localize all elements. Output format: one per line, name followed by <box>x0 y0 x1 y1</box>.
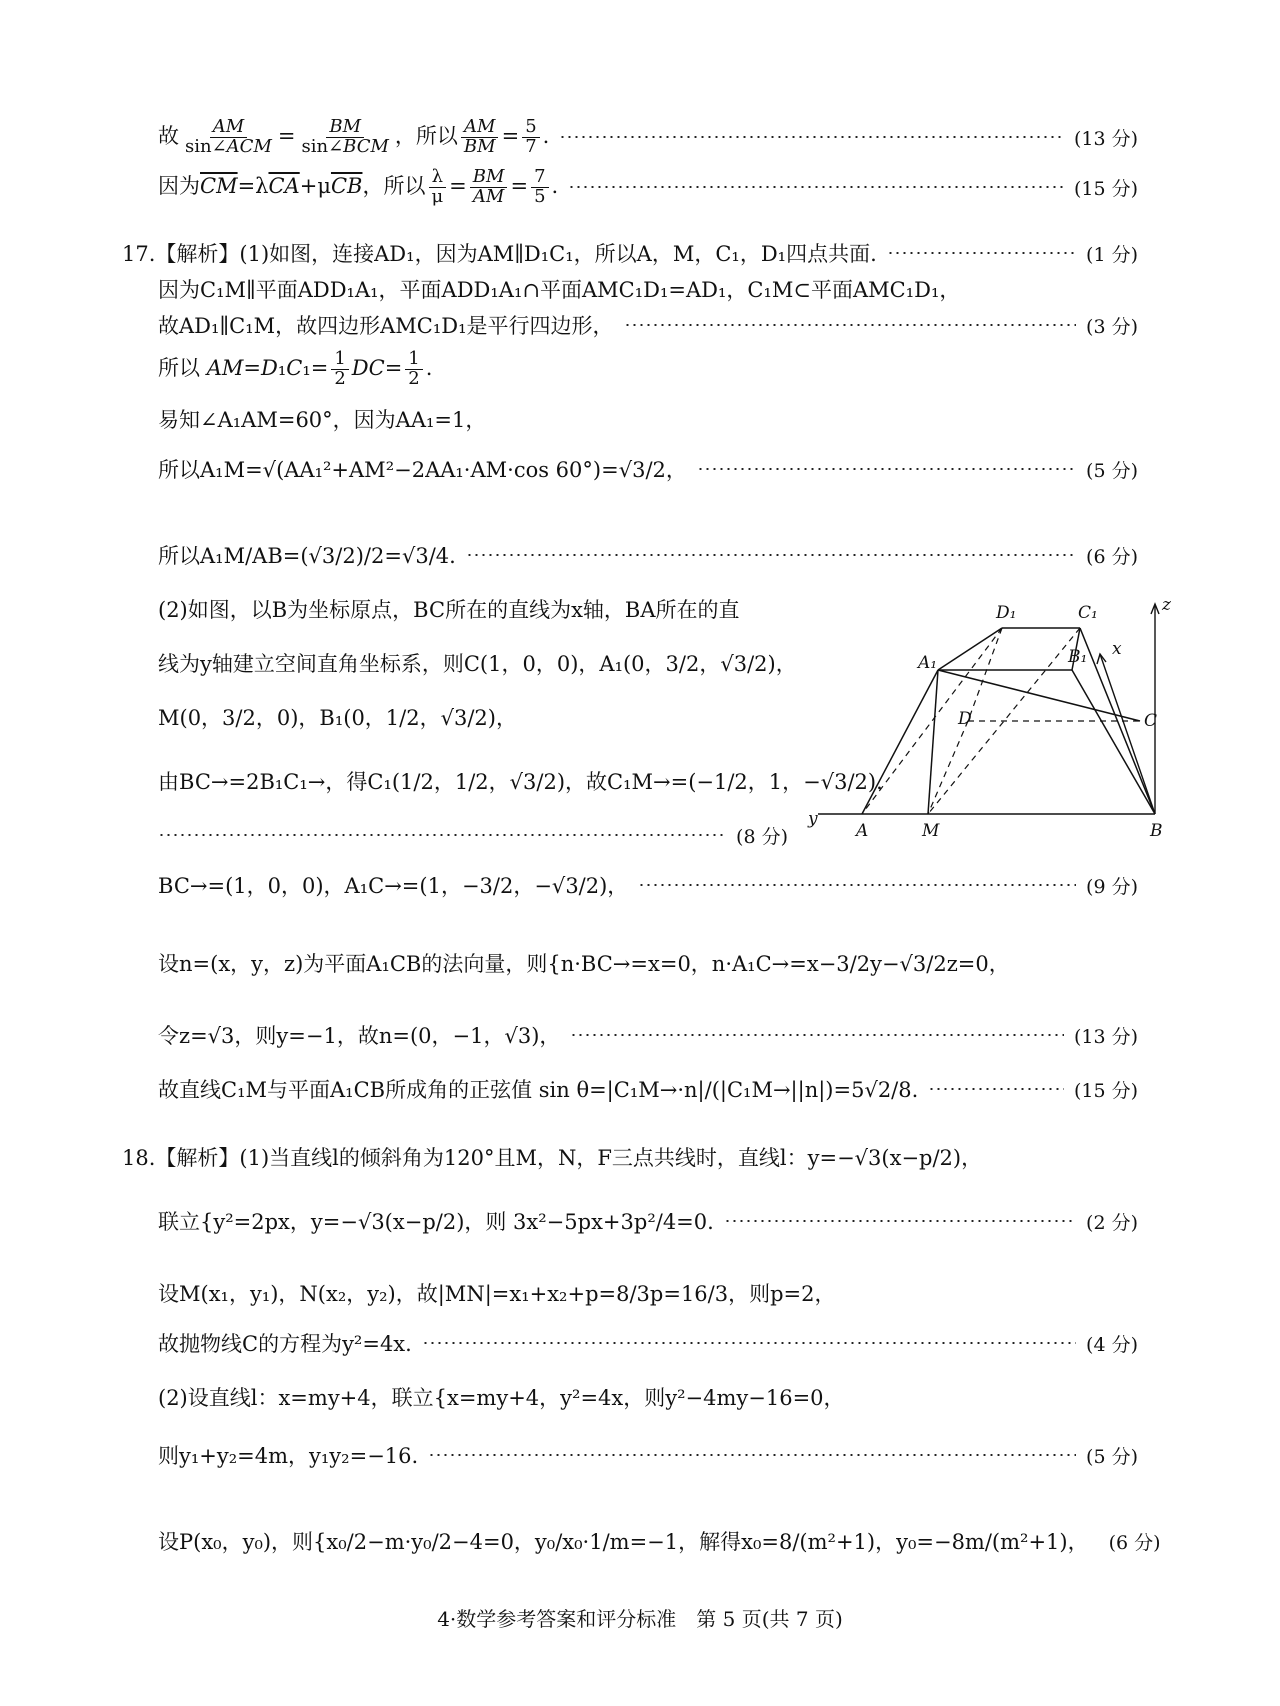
line-9 <box>158 528 1138 582</box>
line-12 <box>158 690 798 744</box>
leader-dots <box>887 252 1076 254</box>
line-text: 所以A₁M/AB=(√3/2)/2=√3/4. <box>158 544 456 568</box>
leader-dots <box>724 1220 1076 1222</box>
line-16 <box>158 936 1138 990</box>
leader-dots <box>422 1342 1076 1344</box>
line-13 <box>158 754 883 808</box>
line-text: 因为$\overline{CM}=\lambda\overline{CA}+\mu\overline{CB}$，所以 $\frac{\lambda}{\mu}$ = $\frac{BM}{AM}$ = $\frac{7}{5}$ . <box>158 165 559 207</box>
leader-dots <box>638 884 1076 886</box>
leader-dots <box>624 324 1077 326</box>
label-d: D <box>958 709 972 729</box>
score-label: (4 分) <box>1086 1333 1138 1356</box>
score-label: (13 分) <box>1073 1025 1138 1048</box>
score-label: (1 分) <box>1086 243 1138 266</box>
label-c1: C₁ <box>1078 603 1098 623</box>
leader-dots <box>697 468 1076 470</box>
leader-dots <box>158 834 726 836</box>
score-label: (6 分) <box>1086 545 1138 568</box>
line-text: 因为C₁M∥平面ADD₁A₁，平面ADD₁A₁∩平面AMC₁D₁=AD₁，C₁M⊂平面AMC₁D₁， <box>158 278 961 302</box>
line-text: 线为y轴建立空间直角坐标系，则C(1，0，0)，A₁(0，3/2，√3/2)， <box>158 652 797 676</box>
label-z-axis: z <box>1162 595 1171 615</box>
label-d1: D₁ <box>996 603 1017 623</box>
line-text: 由BC→=2B₁C₁→，得C₁(1/2，1/2，√3/2)，故C₁M→=(−1/2，1，−√3/2). <box>158 770 883 794</box>
label-m: M <box>922 821 940 841</box>
score-label: (8 分) <box>736 825 788 848</box>
score-label: (5 分) <box>1086 1445 1138 1468</box>
line-text: 故AD₁∥C₁M，故四边形AMC₁D₁是平行四边形， <box>158 314 614 338</box>
label-x-axis: x <box>1112 639 1122 659</box>
leader-dots <box>466 554 1076 556</box>
score-label: (15 分) <box>1073 177 1138 200</box>
line-14 <box>158 808 788 862</box>
leader-dots <box>928 1088 1064 1090</box>
score-label: (5 分) <box>1086 459 1138 482</box>
line-text: M(0，3/2，0)，B₁(0，1/2，√3/2)， <box>158 706 517 730</box>
label-b: B <box>1150 821 1163 841</box>
line-text: 设M(x₁，y₁)，N(x₂，y₂)，故|MN|=x₁+x₂+p=8/3p=16/3，则p=2， <box>158 1282 836 1306</box>
line-17 <box>158 1008 1138 1062</box>
score-label: (15 分) <box>1073 1079 1138 1102</box>
line-text: 17.【解析】(1)如图，连接AD₁，因为AM∥D₁C₁，所以A，M，C₁，D₁四点共面. <box>122 242 877 266</box>
line-25 <box>158 1514 1161 1568</box>
line-text: 则y₁+y₂=4m，y₁y₂=−16. <box>158 1444 419 1468</box>
geometry-figure <box>800 592 1180 842</box>
line-8 <box>158 442 1138 496</box>
line-text: 18.【解析】(1)当直线l的倾斜角为120°且M，N，F三点共线时，直线l：y=−√3(x−p/2)， <box>122 1146 983 1170</box>
label-a: A <box>856 821 869 841</box>
line-text: 所以 AM=D₁C₁= $\frac{1}{2}$ DC= $\frac{1}{2}$ . <box>158 347 433 389</box>
line-10 <box>158 582 798 636</box>
leader-dots <box>559 136 1064 138</box>
line-text: 设n=(x，y，z)为平面A₁CB的法向量，则{n·BC→=x=0，n·A₁C→=x−3/2y−√3/2z=0， <box>158 952 1010 976</box>
label-a1: A₁ <box>918 653 938 673</box>
line-1 <box>158 110 1138 164</box>
line-21 <box>158 1266 1138 1320</box>
line-text: 设P(x₀，y₀)，则{x₀/2−m·y₀/2−4=0，y₀/x₀·1/m=−1，解得x₀=8/(m²+1)，y₀=−8m/(m²+1)， <box>158 1530 1089 1554</box>
line-text: 联立{y²=2px，y=−√3(x−p/2)，则 3x²−5px+3p²/4=0. <box>158 1210 714 1234</box>
line-text: 故 $\frac{AM}{\text{sin∠ACM}}$ = $\frac{BM}{\text{sin∠BCM}}$ ，所以 $\frac{AM}{BM}$ = $\frac{5}{7}$ . <box>158 115 550 157</box>
line-19 <box>122 1130 1138 1184</box>
line-15 <box>158 858 1138 912</box>
line-24 <box>158 1428 1138 1482</box>
leader-dots <box>570 1034 1064 1036</box>
score-label: (2 分) <box>1086 1211 1138 1234</box>
line-text: 故抛物线C的方程为y²=4x. <box>158 1332 412 1356</box>
line-2 <box>158 160 1138 214</box>
line-text: BC→=(1，0，0)，A₁C→=(1，−3/2，−√3/2)， <box>158 874 629 898</box>
line-6 <box>158 342 1138 396</box>
line-18 <box>158 1062 1138 1116</box>
line-22 <box>158 1316 1138 1370</box>
line-text: 所以A₁M=√(AA₁²+AM²−2AA₁·AM·cos 60°)=√3/2， <box>158 458 687 482</box>
page-footer: 4·数学参考答案和评分标准 第 5 页(共 7 页) <box>437 1607 843 1631</box>
line-23 <box>158 1370 1138 1424</box>
score-label: (13 分) <box>1073 127 1138 150</box>
label-b1: B₁ <box>1068 647 1088 667</box>
score-label: (3 分) <box>1086 315 1138 338</box>
score-label: (9 分) <box>1086 875 1138 898</box>
line-7 <box>158 392 1138 446</box>
line-text: (2)如图，以B为坐标原点，BC所在的直线为x轴，BA所在的直 <box>158 598 740 622</box>
score-label: (6 分) <box>1108 1531 1161 1554</box>
label-c: C <box>1144 711 1158 731</box>
line-text: (2)设直线l：x=my+4，联立{x=my+4，y²=4x，则y²−4my−16=0， <box>158 1386 845 1410</box>
line-text: 易知∠A₁AM=60°，因为AA₁=1， <box>158 408 487 432</box>
label-y-axis: y <box>808 809 818 829</box>
line-text: 令z=√3，则y=−1，故n=(0，−1，√3)， <box>158 1024 561 1048</box>
leader-dots <box>428 1454 1076 1456</box>
leader-dots <box>568 186 1064 188</box>
line-11 <box>158 636 798 690</box>
line-20 <box>158 1194 1138 1248</box>
line-text: 故直线C₁M与平面A₁CB所成角的正弦值 sin θ=|C₁M→·n|/(|C₁M→||n|)=5√2/8. <box>158 1078 919 1102</box>
